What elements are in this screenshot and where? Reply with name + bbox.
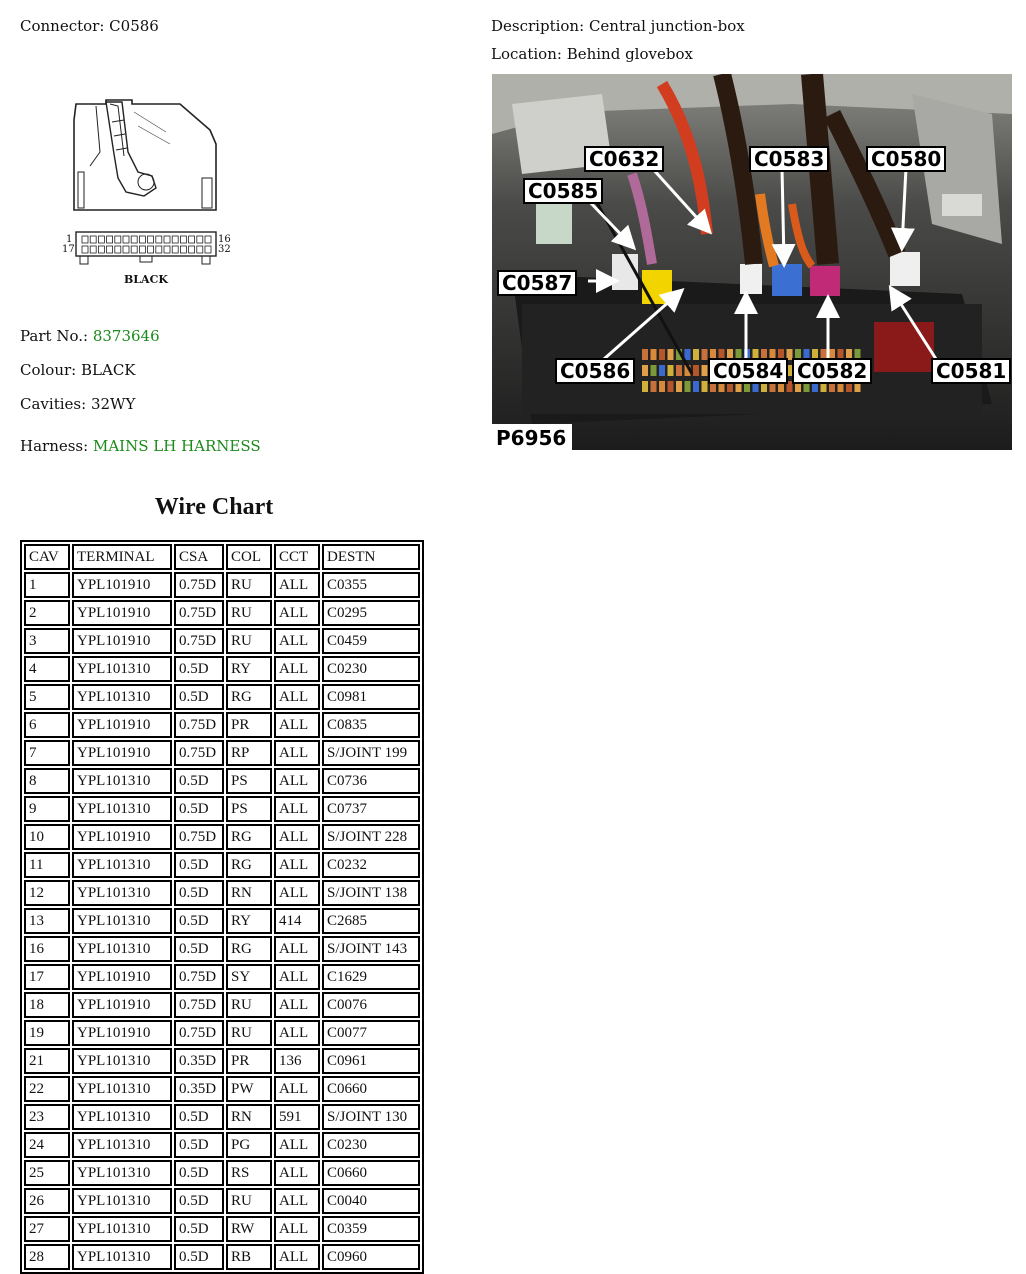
column-header-destn: DESTN xyxy=(322,544,420,570)
cell-cct: ALL xyxy=(274,1160,320,1186)
cell-cav: 24 xyxy=(24,1132,70,1158)
cell-cav: 2 xyxy=(24,600,70,626)
pin-cavity xyxy=(107,246,113,253)
cell-cav: 18 xyxy=(24,992,70,1018)
connector-label: Connector: xyxy=(20,17,105,35)
wire-chart-title: Wire Chart xyxy=(154,494,274,520)
cell-cav: 7 xyxy=(24,740,70,766)
column-header-col: COL xyxy=(226,544,272,570)
pin-cavity xyxy=(115,246,121,253)
cell-col: RN xyxy=(226,1104,272,1130)
pin-cavity xyxy=(82,246,88,253)
callout-c0581: C0581 xyxy=(931,358,1011,384)
cell-terminal: YPL101310 xyxy=(72,852,172,878)
table-row xyxy=(24,908,420,934)
cell-terminal: YPL101310 xyxy=(72,1104,172,1130)
junction-box-photo xyxy=(492,74,1012,450)
cell-cct: ALL xyxy=(274,992,320,1018)
table-row xyxy=(24,880,420,906)
cell-destn: C0835 xyxy=(322,712,420,738)
photo-id: P6956 xyxy=(492,424,572,450)
cell-csa: 0.75D xyxy=(174,964,224,990)
cell-terminal: YPL101310 xyxy=(72,656,172,682)
drawing-colour-label: BLACK xyxy=(124,273,168,286)
cell-terminal: YPL101310 xyxy=(72,1132,172,1158)
cell-csa: 0.75D xyxy=(174,600,224,626)
pin-cavity xyxy=(107,236,113,243)
pin-cavity xyxy=(123,246,129,253)
cell-terminal: YPL101310 xyxy=(72,1048,172,1074)
column-header-cct: CCT xyxy=(274,544,320,570)
table-row xyxy=(24,824,420,850)
pin-cavity xyxy=(139,236,145,243)
cell-destn: C1629 xyxy=(322,964,420,990)
cell-col: RU xyxy=(226,572,272,598)
pin-cavity xyxy=(164,236,170,243)
cell-destn: S/JOINT 130 xyxy=(322,1104,420,1130)
cell-col: RU xyxy=(226,1188,272,1214)
cell-cav: 27 xyxy=(24,1216,70,1242)
cell-csa: 0.5D xyxy=(174,1188,224,1214)
callout-c0584: C0584 xyxy=(708,358,788,384)
cell-terminal: YPL101310 xyxy=(72,880,172,906)
pin-label-32: 32 xyxy=(218,244,231,255)
cell-cav: 5 xyxy=(24,684,70,710)
table-row xyxy=(24,740,420,766)
colour-value: BLACK xyxy=(81,361,136,379)
harness-line xyxy=(20,437,261,455)
table-row xyxy=(24,656,420,682)
cell-destn: C0076 xyxy=(322,992,420,1018)
cell-col: RG xyxy=(226,852,272,878)
connector-value: C0586 xyxy=(109,17,159,35)
cell-cct: ALL xyxy=(274,1076,320,1102)
cell-destn: S/JOINT 143 xyxy=(322,936,420,962)
cell-terminal: YPL101310 xyxy=(72,684,172,710)
cell-col: RG xyxy=(226,824,272,850)
location-label: Location: xyxy=(491,45,562,63)
callout-arrows xyxy=(492,74,1012,450)
table-row xyxy=(24,1188,420,1214)
cavities-value: 32WY xyxy=(90,395,136,413)
cell-csa: 0.5D xyxy=(174,1244,224,1270)
table-row xyxy=(24,768,420,794)
cell-destn: C0230 xyxy=(322,1132,420,1158)
cell-destn: C0355 xyxy=(322,572,420,598)
cell-csa: 0.5D xyxy=(174,908,224,934)
cell-col: RB xyxy=(226,1244,272,1270)
cell-col: RU xyxy=(226,600,272,626)
pin-cavity xyxy=(189,236,195,243)
callout-c0582: C0582 xyxy=(792,358,872,384)
cell-cct: 136 xyxy=(274,1048,320,1074)
cell-cav: 25 xyxy=(24,1160,70,1186)
cell-cct: ALL xyxy=(274,824,320,850)
cell-destn: C2685 xyxy=(322,908,420,934)
cell-col: RU xyxy=(226,628,272,654)
cell-terminal: YPL101310 xyxy=(72,1160,172,1186)
pin-cavity xyxy=(123,236,129,243)
cell-terminal: YPL101910 xyxy=(72,712,172,738)
cell-cav: 4 xyxy=(24,656,70,682)
cell-csa: 0.75D xyxy=(174,824,224,850)
cell-terminal: YPL101910 xyxy=(72,600,172,626)
description-label: Description: xyxy=(491,17,585,35)
pin-cavity xyxy=(148,246,154,253)
cell-col: RG xyxy=(226,684,272,710)
pin-cavity xyxy=(172,236,178,243)
cell-cav: 6 xyxy=(24,712,70,738)
table-row xyxy=(24,1104,420,1130)
cell-cav: 12 xyxy=(24,880,70,906)
callout-c0583: C0583 xyxy=(749,146,829,172)
cell-col: PS xyxy=(226,796,272,822)
cell-cct: ALL xyxy=(274,1020,320,1046)
cell-cav: 1 xyxy=(24,572,70,598)
table-row xyxy=(24,992,420,1018)
cell-cct: ALL xyxy=(274,1188,320,1214)
pin-cavity xyxy=(197,246,203,253)
cell-cav: 13 xyxy=(24,908,70,934)
pin-cavity xyxy=(180,236,186,243)
cell-csa: 0.75D xyxy=(174,572,224,598)
table-header-row xyxy=(24,544,420,570)
harness-link[interactable]: MAINS LH HARNESS xyxy=(92,437,261,455)
cell-cav: 17 xyxy=(24,964,70,990)
table-row xyxy=(24,684,420,710)
cell-col: PW xyxy=(226,1076,272,1102)
callout-c0586: C0586 xyxy=(555,358,635,384)
colour-label: Colour: xyxy=(20,361,77,379)
pin-cavity xyxy=(156,236,162,243)
pin-cavity xyxy=(115,236,121,243)
cell-destn: C0737 xyxy=(322,796,420,822)
table-row xyxy=(24,1160,420,1186)
cell-csa: 0.5D xyxy=(174,656,224,682)
cell-destn: C0459 xyxy=(322,628,420,654)
cell-cct: ALL xyxy=(274,740,320,766)
cell-csa: 0.5D xyxy=(174,684,224,710)
cell-csa: 0.5D xyxy=(174,768,224,794)
table-row xyxy=(24,1244,420,1270)
cell-terminal: YPL101310 xyxy=(72,1244,172,1270)
cell-cav: 26 xyxy=(24,1188,70,1214)
table-row xyxy=(24,1216,420,1242)
cell-cct: ALL xyxy=(274,600,320,626)
pin-cavity xyxy=(156,246,162,253)
table-row xyxy=(24,852,420,878)
table-body xyxy=(24,572,420,1270)
cavities-label: Cavities: xyxy=(20,395,87,413)
table-row xyxy=(24,1020,420,1046)
cavities-line xyxy=(20,395,135,413)
pin-label-16: 16 xyxy=(218,234,231,245)
pin-cavity xyxy=(205,246,211,253)
cell-destn: C0736 xyxy=(322,768,420,794)
cell-cct: ALL xyxy=(274,936,320,962)
cell-csa: 0.5D xyxy=(174,1104,224,1130)
cell-cav: 19 xyxy=(24,1020,70,1046)
location-line xyxy=(491,45,693,63)
pin-cavity xyxy=(189,246,195,253)
cell-csa: 0.75D xyxy=(174,740,224,766)
cell-csa: 0.75D xyxy=(174,992,224,1018)
pin-label-1: 1 xyxy=(66,234,73,245)
pin-grid xyxy=(82,236,211,253)
cell-col: RU xyxy=(226,1020,272,1046)
cell-cav: 23 xyxy=(24,1104,70,1130)
table-row xyxy=(24,1048,420,1074)
cell-cct: 591 xyxy=(274,1104,320,1130)
cell-csa: 0.5D xyxy=(174,852,224,878)
cell-csa: 0.35D xyxy=(174,1048,224,1074)
cell-cct: ALL xyxy=(274,964,320,990)
cell-cct: ALL xyxy=(274,684,320,710)
cell-cct: ALL xyxy=(274,1132,320,1158)
pin-cavity xyxy=(98,236,104,243)
cell-cct: ALL xyxy=(274,656,320,682)
cell-col: PR xyxy=(226,712,272,738)
cell-cav: 9 xyxy=(24,796,70,822)
cell-col: RN xyxy=(226,880,272,906)
part-no-label: Part No.: xyxy=(20,327,89,345)
column-header-cav: CAV xyxy=(24,544,70,570)
cell-terminal: YPL101310 xyxy=(72,1188,172,1214)
cell-destn: S/JOINT 138 xyxy=(322,880,420,906)
cell-cav: 21 xyxy=(24,1048,70,1074)
cell-terminal: YPL101910 xyxy=(72,992,172,1018)
cell-destn: C0359 xyxy=(322,1216,420,1242)
cell-terminal: YPL101910 xyxy=(72,628,172,654)
cell-cct: ALL xyxy=(274,1216,320,1242)
cell-cct: ALL xyxy=(274,712,320,738)
part-no-link[interactable]: 8373646 xyxy=(92,327,160,345)
cell-cav: 10 xyxy=(24,824,70,850)
pin-label-17: 17 xyxy=(62,244,75,255)
cell-cct: ALL xyxy=(274,1244,320,1270)
pin-cavity xyxy=(205,236,211,243)
cell-destn: C0295 xyxy=(322,600,420,626)
cell-col: SY xyxy=(226,964,272,990)
column-header-terminal: TERMINAL xyxy=(72,544,172,570)
cell-cav: 28 xyxy=(24,1244,70,1270)
cell-destn: S/JOINT 199 xyxy=(322,740,420,766)
cell-terminal: YPL101910 xyxy=(72,824,172,850)
pin-cavity xyxy=(164,246,170,253)
cell-cav: 16 xyxy=(24,936,70,962)
table-row xyxy=(24,936,420,962)
cell-terminal: YPL101910 xyxy=(72,740,172,766)
cell-col: PS xyxy=(226,768,272,794)
cell-col: RP xyxy=(226,740,272,766)
cell-csa: 0.5D xyxy=(174,880,224,906)
callout-c0587: C0587 xyxy=(497,270,577,296)
cell-terminal: YPL101310 xyxy=(72,1216,172,1242)
description-line xyxy=(491,17,745,35)
cell-csa: 0.5D xyxy=(174,1132,224,1158)
colour-line xyxy=(20,361,136,379)
table-row xyxy=(24,572,420,598)
table-row xyxy=(24,796,420,822)
cell-cct: ALL xyxy=(274,768,320,794)
cell-cct: ALL xyxy=(274,796,320,822)
cell-destn: C0660 xyxy=(322,1160,420,1186)
cell-col: RY xyxy=(226,908,272,934)
cell-cct: ALL xyxy=(274,628,320,654)
cell-col: PR xyxy=(226,1048,272,1074)
pin-cavity xyxy=(197,236,203,243)
cell-destn: C0230 xyxy=(322,656,420,682)
callout-c0580: C0580 xyxy=(866,146,946,172)
cell-destn: C0077 xyxy=(322,1020,420,1046)
cell-terminal: YPL101310 xyxy=(72,768,172,794)
cell-destn: C0981 xyxy=(322,684,420,710)
cell-cav: 11 xyxy=(24,852,70,878)
cell-col: RU xyxy=(226,992,272,1018)
connector-drawing xyxy=(60,92,236,292)
pin-cavity xyxy=(131,246,137,253)
callout-c0632: C0632 xyxy=(584,146,664,172)
cell-terminal: YPL101910 xyxy=(72,1020,172,1046)
cell-destn: C0660 xyxy=(322,1076,420,1102)
cell-cct: ALL xyxy=(274,880,320,906)
cell-csa: 0.35D xyxy=(174,1076,224,1102)
cell-cav: 8 xyxy=(24,768,70,794)
table-row xyxy=(24,964,420,990)
part-no-line xyxy=(20,327,160,345)
pin-cavity xyxy=(180,246,186,253)
cell-cct: 414 xyxy=(274,908,320,934)
cell-destn: C0961 xyxy=(322,1048,420,1074)
cell-csa: 0.5D xyxy=(174,1160,224,1186)
cell-col: PG xyxy=(226,1132,272,1158)
table-row xyxy=(24,712,420,738)
pin-cavity xyxy=(90,236,96,243)
cell-terminal: YPL101310 xyxy=(72,908,172,934)
pin-cavity xyxy=(148,236,154,243)
cell-csa: 0.5D xyxy=(174,1216,224,1242)
cell-csa: 0.75D xyxy=(174,712,224,738)
cell-col: RY xyxy=(226,656,272,682)
cell-col: RW xyxy=(226,1216,272,1242)
cell-destn: S/JOINT 228 xyxy=(322,824,420,850)
cell-cav: 22 xyxy=(24,1076,70,1102)
pin-cavity xyxy=(98,246,104,253)
cell-terminal: YPL101310 xyxy=(72,796,172,822)
cell-destn: C0960 xyxy=(322,1244,420,1270)
harness-label: Harness: xyxy=(20,437,89,455)
cell-csa: 0.5D xyxy=(174,936,224,962)
cell-cav: 3 xyxy=(24,628,70,654)
cell-terminal: YPL101910 xyxy=(72,964,172,990)
table-row xyxy=(24,600,420,626)
cell-csa: 0.75D xyxy=(174,628,224,654)
pin-cavity xyxy=(139,246,145,253)
cell-col: RS xyxy=(226,1160,272,1186)
cell-destn: C0040 xyxy=(322,1188,420,1214)
callout-c0585: C0585 xyxy=(523,178,603,204)
pin-cavity xyxy=(172,246,178,253)
table-row xyxy=(24,628,420,654)
cell-cct: ALL xyxy=(274,572,320,598)
cell-terminal: YPL101910 xyxy=(72,572,172,598)
column-header-csa: CSA xyxy=(174,544,224,570)
cell-terminal: YPL101310 xyxy=(72,936,172,962)
cell-csa: 0.75D xyxy=(174,1020,224,1046)
connector-line xyxy=(20,17,159,35)
location-value: Behind glovebox xyxy=(566,45,693,63)
cell-destn: C0232 xyxy=(322,852,420,878)
cell-csa: 0.5D xyxy=(174,796,224,822)
wire-chart-table xyxy=(20,540,424,1274)
cell-terminal: YPL101310 xyxy=(72,1076,172,1102)
cell-col: RG xyxy=(226,936,272,962)
pin-cavity xyxy=(82,236,88,243)
description-value: Central junction-box xyxy=(588,17,745,35)
table-row xyxy=(24,1076,420,1102)
pin-cavity xyxy=(90,246,96,253)
table-row xyxy=(24,1132,420,1158)
pin-cavity xyxy=(131,236,137,243)
cell-cct: ALL xyxy=(274,852,320,878)
